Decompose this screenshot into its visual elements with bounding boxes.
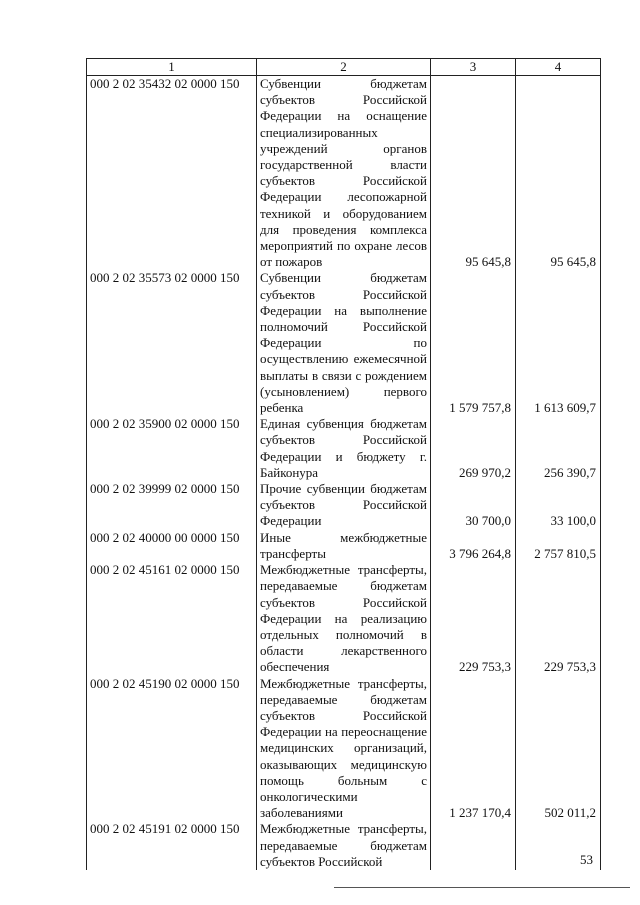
budget-code: 000 2 02 45190 02 0000 150 bbox=[87, 676, 257, 822]
value-col4: 33 100,0 bbox=[516, 481, 601, 530]
row-description: Прочие субвенции бюджетам субъектов Российской Федерации bbox=[257, 481, 431, 530]
row-description: Межбюджетные трансферты, передаваемые бюджетам субъектов Российской bbox=[257, 821, 431, 870]
budget-code: 000 2 02 35573 02 0000 150 bbox=[87, 270, 257, 416]
budget-code: 000 2 02 45161 02 0000 150 bbox=[87, 562, 257, 675]
table-row bbox=[87, 562, 601, 675]
table-header-row bbox=[87, 59, 601, 76]
row-description: Субвенции бюджетам субъектов Российской Федерации на оснащение специализированных учреждений органов государственной власти субъектов Российской Федерации лесопожарной техникой и оборудованием для проведения комплекса мероприятий по охране лесов от пожаров bbox=[257, 76, 431, 271]
row-description: Субвенции бюджетам субъектов Российской Федерации на выполнение полномочий Российской Федерации по осуществлению ежемесячной выплаты в связи с рождением (усыновлением) первого ребенка bbox=[257, 270, 431, 416]
column-header-2: 2 bbox=[257, 59, 431, 76]
budget-code: 000 2 02 35432 02 0000 150 bbox=[87, 76, 257, 271]
budget-code: 000 2 02 35900 02 0000 150 bbox=[87, 416, 257, 481]
value-col3: 229 753,3 bbox=[431, 562, 516, 675]
value-col4: 95 645,8 bbox=[516, 76, 601, 271]
row-description: Межбюджетные трансферты, передаваемые бюджетам субъектов Российской Федерации на реализацию отдельных полномочий в области лекарственного обеспечения bbox=[257, 562, 431, 675]
column-header-3: 3 bbox=[431, 59, 516, 76]
budget-code: 000 2 02 45191 02 0000 150 bbox=[87, 821, 257, 870]
row-description: Иные межбюджетные трансферты bbox=[257, 530, 431, 562]
budget-code: 000 2 02 39999 02 0000 150 bbox=[87, 481, 257, 530]
budget-code: 000 2 02 40000 00 0000 150 bbox=[87, 530, 257, 562]
value-col3: 95 645,8 bbox=[431, 76, 516, 271]
value-col3: 30 700,0 bbox=[431, 481, 516, 530]
value-col3: 3 796 264,8 bbox=[431, 530, 516, 562]
value-col4: 229 753,3 bbox=[516, 562, 601, 675]
value-col3 bbox=[431, 821, 516, 870]
value-col4: 2 757 810,5 bbox=[516, 530, 601, 562]
table-row bbox=[87, 676, 601, 822]
budget-table bbox=[86, 58, 601, 870]
column-header-4: 4 bbox=[516, 59, 601, 76]
table-row bbox=[87, 76, 601, 271]
column-header-1: 1 bbox=[87, 59, 257, 76]
table-row bbox=[87, 416, 601, 481]
row-description: Межбюджетные трансферты, передаваемые бюджетам субъектов Российской Федерации на переоснащение медицинских организаций, оказывающих медицинскую помощь больным с онкологическими заболеваниями bbox=[257, 676, 431, 822]
footer-divider bbox=[334, 887, 630, 888]
table-row bbox=[87, 481, 601, 530]
value-col4: 1 613 609,7 bbox=[516, 270, 601, 416]
value-col3: 1 237 170,4 bbox=[431, 676, 516, 822]
table-row bbox=[87, 821, 601, 870]
value-col4: 256 390,7 bbox=[516, 416, 601, 481]
value-col3: 1 579 757,8 bbox=[431, 270, 516, 416]
row-description: Единая субвенция бюджетам субъектов Российской Федерации и бюджету г. Байконура bbox=[257, 416, 431, 481]
table-row bbox=[87, 530, 601, 562]
value-col3: 269 970,2 bbox=[431, 416, 516, 481]
value-col4: 502 011,2 bbox=[516, 676, 601, 822]
table-row bbox=[87, 270, 601, 416]
page-number: 53 bbox=[580, 852, 593, 867]
